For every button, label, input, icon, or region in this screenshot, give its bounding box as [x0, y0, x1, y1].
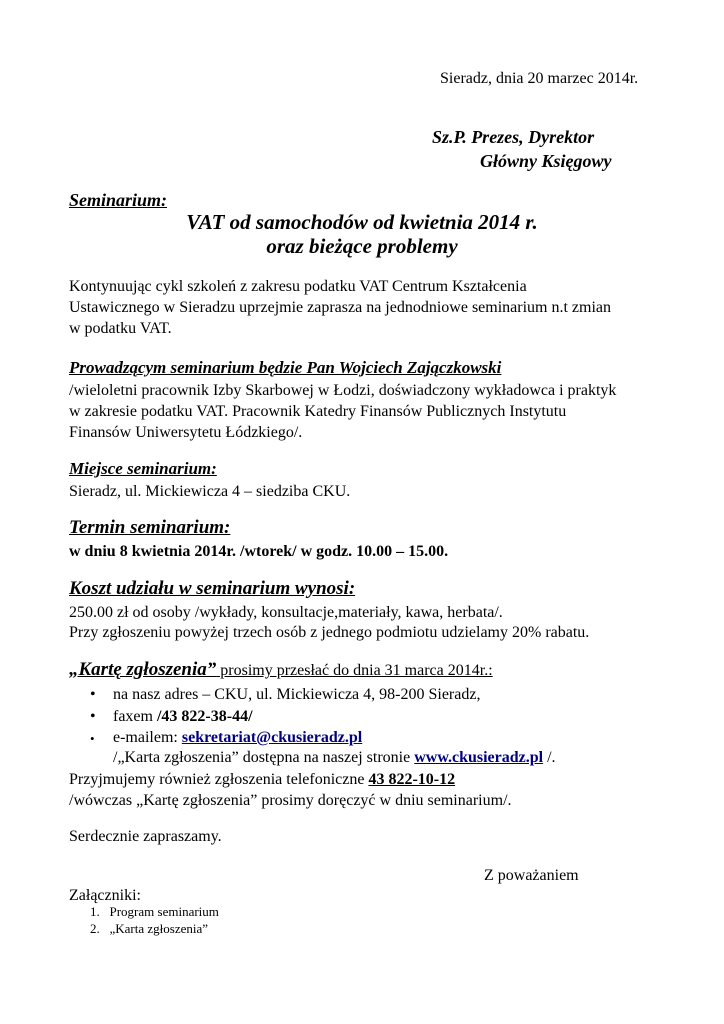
intro-line-2: Ustawicznego w Sieradzu uprzejmie zaprasza na jednodniowe seminarium n.t zmian [69, 299, 612, 316]
recipient-line-2: Główny Księgowy [480, 151, 612, 171]
bullet-1-text: na nasz adres – CKU, ul. Mickiewicza 4, 98-200 Sieradz, [113, 686, 481, 703]
attachment-1-num: 1. [90, 904, 100, 919]
phone-label: Przyjmujemy również zgłoszenia telefoniczne [69, 771, 369, 788]
attachment-1 [90, 904, 219, 920]
bullet-3-dot: • [90, 731, 95, 746]
form-heading-title: „Kartę zgłoszenia” [69, 659, 217, 680]
term-heading: Termin seminarium: [69, 517, 231, 538]
bullet-2-dot: • [90, 708, 96, 725]
title-line-2: oraz bieżące problemy [266, 234, 458, 258]
bullet-2-text [113, 708, 253, 726]
place-heading: Miejsce seminarium: [69, 459, 217, 478]
date-line: Sieradz, dnia 20 marzec 2014r. [440, 70, 639, 87]
term-text: w dniu 8 kwietnia 2014r. /wtorek/ w godz. 10.00 – 15.00. [69, 543, 449, 560]
intro-line-3: w podatku VAT. [69, 320, 172, 337]
title-line-1: VAT od samochodów od kwietnia 2014 r. [186, 210, 538, 234]
website-link[interactable]: www.ckusieradz.pl [414, 749, 544, 766]
lecturer-line-3: Finansów Uniwersytetu Łódzkiego/. [69, 424, 303, 441]
fax-label: faxem [113, 708, 157, 725]
regards-text: Z poważaniem [484, 867, 579, 884]
form-note [113, 749, 556, 767]
place-text: Sieradz, ul. Mickiewicza 4 – siedziba CKU. [69, 483, 351, 500]
form-note-prefix: /„Karta zgłoszenia” dostępna na naszej stronie [113, 749, 415, 766]
phone-note: /wówczas „Kartę zgłoszenia” prosimy doręczyć w dniu seminarium/. [69, 792, 512, 809]
fax-number: /43 822-38-44/ [156, 708, 253, 725]
seminar-label: Seminarium: [69, 190, 168, 210]
attachment-2 [90, 921, 208, 937]
attachment-2-num: 2. [90, 921, 100, 936]
form-note-suffix: /. [543, 749, 556, 766]
recipient-line-1: Sz.P. Prezes, Dyrektor [432, 127, 595, 147]
email-link[interactable]: sekretariat@ckusieradz.pl [181, 729, 363, 746]
attachments-label: Załączniki: [69, 887, 141, 904]
phone-line [69, 769, 455, 790]
email-label: e-mailem: [113, 729, 182, 746]
cost-line-2: Przy zgłoszeniu powyżej trzech osób z jednego podmiotu udzielamy 20% rabatu. [69, 624, 590, 641]
attachment-2-text: „Karta zgłoszenia” [109, 921, 209, 936]
attachment-1-text: Program seminarium [109, 904, 219, 919]
phone-number: 43 822-10-12 [368, 771, 456, 788]
cost-heading: Koszt udziału w seminarium wynosi: [69, 578, 356, 599]
bullet-1-dot: • [90, 686, 96, 703]
form-heading-rest: prosimy przesłać do dnia 31 marca 2014r.: [216, 662, 493, 679]
cost-line-1: 250.00 zł od osoby /wykłady, konsultacje,materiały, kawa, herbata/. [69, 604, 503, 621]
intro-line-1: Kontynuując cykl szkoleń z zakresu podatku VAT Centrum Kształcenia [69, 278, 527, 295]
bullet-3-text [113, 729, 362, 747]
lecturer-line-1: /wieloletni pracownik Izby Skarbowej w Łodzi, doświadczony wykładowca i praktyk [69, 382, 617, 399]
closing-text: Serdecznie zapraszamy. [69, 828, 222, 845]
lecturer-heading: Prowadzącym seminarium będzie Pan Wojciech Zajączkowski [69, 358, 502, 377]
lecturer-line-2: w zakresie podatku VAT. Pracownik Katedry Finansów Publicznych Instytutu [69, 403, 567, 420]
form-heading [69, 659, 493, 681]
